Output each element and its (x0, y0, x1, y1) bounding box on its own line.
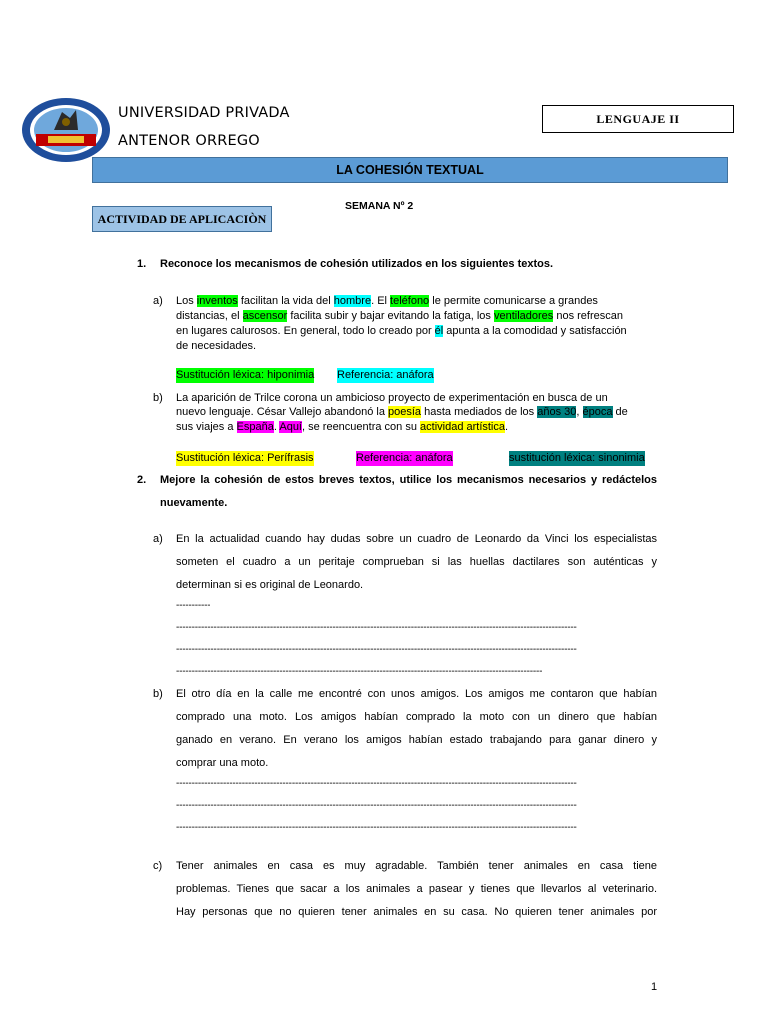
q1a-line1: Los inventos facilitan la vida del hombre. El teléfono le permite comunicarse a grandes (176, 295, 598, 307)
q2c-line1: Tener animales en casa es muy agradable. También tener animales en casa tiene (176, 860, 657, 872)
q1a-line2: distancias, el ascensor facilita subir y bajar evitando la fatiga, los ventiladores nos refrescan (176, 310, 623, 322)
q1-text: Reconoce los mecanismos de cohesión utilizados en los siguientes textos. (160, 258, 554, 270)
highlight-poesia: poesía (388, 406, 422, 418)
q1a-line3: en lugares calurosos. En general, todo lo creado por él apunta a la comodidad y satisfacción (176, 325, 627, 337)
highlight-ascensor: ascensor (242, 310, 288, 322)
q2b-line3: ganado en verano. En verano los amigos habían estado trabajando para ganar dinero y (176, 734, 657, 746)
q2a-line2: someten el cuadro a un peritaje comprueban si las huellas dactilares son auténticas y (176, 556, 657, 568)
highlight-anos30: años 30 (537, 406, 577, 418)
q1-number: 1. (137, 258, 147, 270)
highlight-el: él (434, 325, 444, 337)
page-title: LA COHESIÓN TEXTUAL (92, 157, 728, 183)
highlight-ventiladores: ventiladores (493, 310, 554, 322)
course-box: LENGUAJE II (542, 105, 734, 133)
q2b-line4: comprar una moto. (176, 757, 269, 769)
q1a-tag-referencia: Referencia: anáfora (337, 369, 434, 381)
q1a-letter: a) (153, 295, 163, 307)
highlight-hombre: hombre (333, 295, 372, 307)
highlight-epoca: época (582, 406, 613, 418)
page-number: 1 (651, 981, 658, 993)
q2-text-line1: Mejore la cohesión de estos breves textos, utilice los mecanismos necesarios y redáctelos (160, 474, 657, 486)
q1a-tag-sustitucion: Sustitución léxica: hiponimia (176, 369, 315, 381)
q1b-line3: sus viajes a España. Aquí, se reencuentra con su actividad artística. (176, 421, 509, 433)
q2b-line1: El otro día en la calle me encontré con unos amigos. Los amigos me contaron que habían (176, 688, 657, 700)
q2b-letter: b) (153, 688, 163, 700)
answer-line[interactable]: --------------------------------------------------------------------------------------------------------------------- (176, 666, 543, 677)
answer-line[interactable]: -------------------------------------------------------------------------------------------------------------------------------- (176, 622, 577, 633)
university-name-line1: UNIVERSIDAD PRIVADA (118, 105, 290, 121)
answer-line[interactable]: -------------------------------------------------------------------------------------------------------------------------------- (176, 778, 577, 789)
week-label: SEMANA Nº 2 (345, 200, 414, 212)
answer-line[interactable]: -------------------------------------------------------------------------------------------------------------------------------- (176, 644, 577, 655)
q2a-letter: a) (153, 533, 163, 545)
q1b-letter: b) (153, 392, 163, 404)
q1b-tag-sinonimia: sustitución léxica: sinonimia (509, 452, 645, 464)
q1b-tag-perifrasis: Sustitución léxica: Perífrasis (176, 452, 314, 464)
q1b-line2: nuevo lenguaje. César Vallejo abandonó la poesía hasta mediados de los años 30, época de (176, 406, 628, 418)
q2a-line1: En la actualidad cuando hay dudas sobre un cuadro de Leonardo da Vinci los especialistas (176, 533, 657, 545)
q2c-line2: problemas. Tienes que sacar a los animales a pasear y tienes que llevarlos al veterinario. (176, 883, 657, 895)
q2a-line3: determinan si es original de Leonardo. (176, 579, 364, 591)
activity-label: ACTIVIDAD DE APLICACIÒN (92, 206, 272, 232)
q2-text-line2: nuevamente. (160, 497, 228, 509)
university-seal-logo (20, 96, 112, 164)
answer-line[interactable]: -------------------------------------------------------------------------------------------------------------------------------- (176, 800, 577, 811)
q2c-line3: Hay personas que no quieren tener animales en su casa. No quieren tener animales por (176, 906, 657, 918)
highlight-espana: España (236, 421, 274, 433)
answer-line[interactable]: -------------------------------------------------------------------------------------------------------------------------------- (176, 822, 577, 833)
answer-line[interactable]: ----------- (176, 600, 211, 611)
q2b-line2: comprado una moto. Los amigos habían comprado la moto con un dinero que habían (176, 711, 657, 723)
university-name-line2: ANTENOR ORREGO (118, 133, 260, 149)
highlight-aqui: Aquí (279, 421, 302, 433)
q2c-letter: c) (153, 860, 163, 872)
q1b-tag-referencia: Referencia: anáfora (356, 452, 453, 464)
highlight-actividad: actividad artística (420, 421, 505, 433)
highlight-telefono: teléfono (390, 295, 430, 307)
q1b-line1: La aparición de Trilce corona un ambicioso proyecto de experimentación en busca de un (176, 392, 608, 404)
q2-number: 2. (137, 474, 147, 486)
highlight-inventos: inventos (196, 295, 238, 307)
q1a-line4: de necesidades. (176, 340, 257, 352)
